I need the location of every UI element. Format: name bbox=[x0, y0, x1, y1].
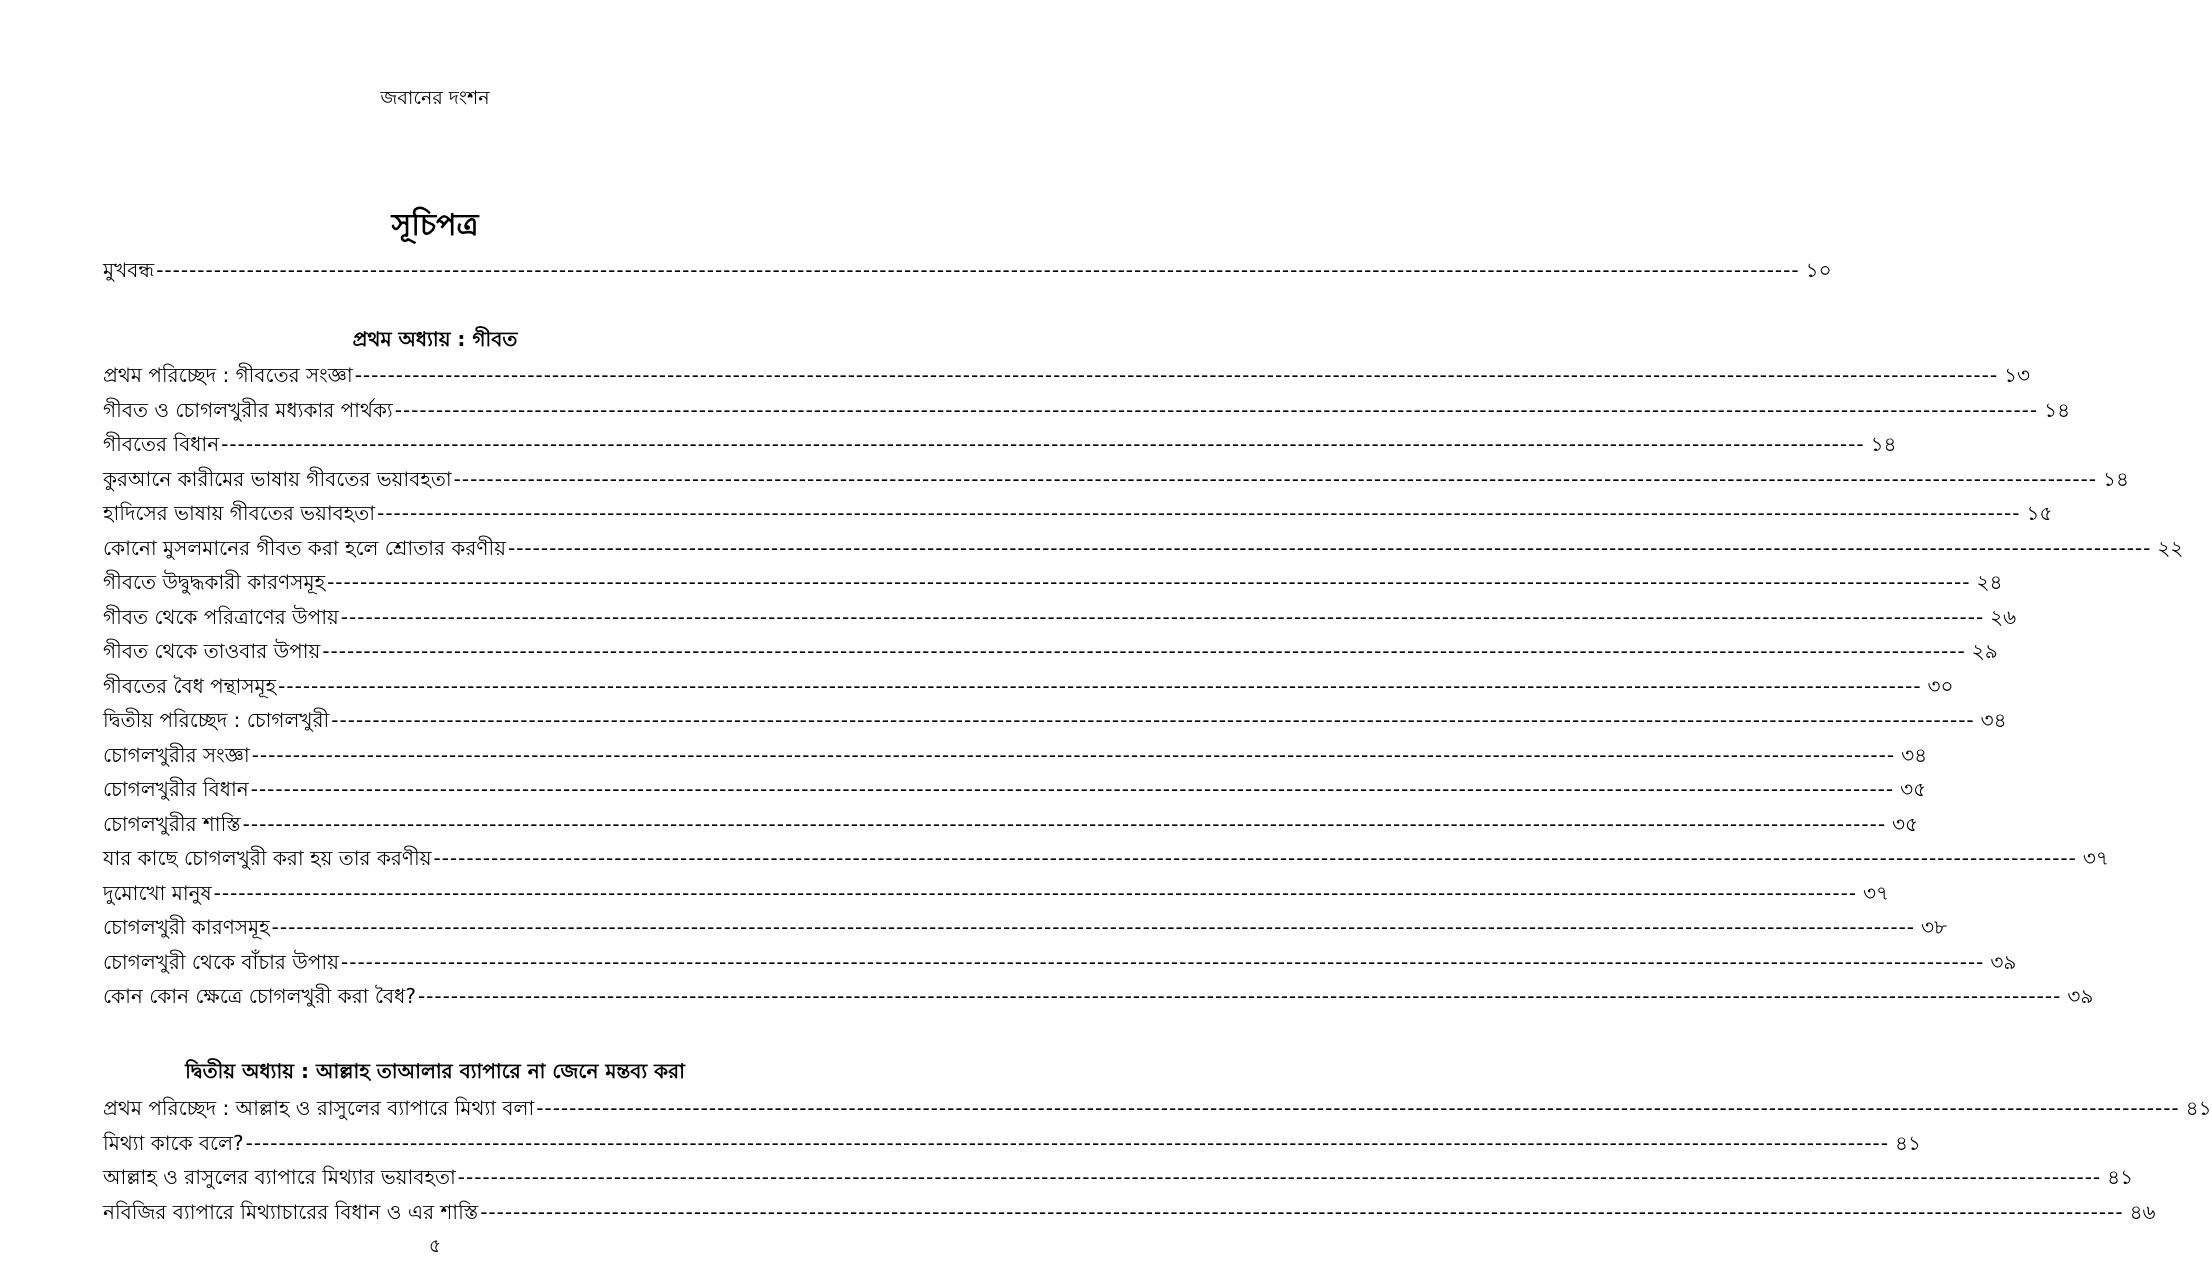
toc-entry-page: ৩৫ bbox=[1900, 777, 1927, 801]
toc-entry-page: ৩৭ bbox=[2082, 846, 2109, 870]
toc-entry[interactable] bbox=[103, 1195, 2156, 1230]
toc-entry-title: হাদিসের ভাষায় গীবতের ভয়াবহতা bbox=[103, 501, 376, 525]
toc-leader: -------------------------------------------------------------------------------------------------------------------------------------------------------------------------------------------------------- bbox=[480, 1199, 2124, 1224]
toc-entry-page: ১৪ bbox=[2044, 397, 2071, 422]
toc-entry-page: ৪১ bbox=[2107, 1165, 2134, 1189]
toc-entry-page: ১৩ bbox=[2004, 363, 2031, 387]
toc-entry-page: ২৬ bbox=[1990, 604, 2017, 629]
toc-entry[interactable] bbox=[103, 910, 1948, 945]
toc-entry[interactable] bbox=[103, 393, 2071, 428]
toc-intro bbox=[103, 253, 1832, 288]
page-title: সূচিপত্র bbox=[391, 208, 479, 243]
toc-entry[interactable] bbox=[103, 496, 2053, 531]
toc-entry-title: গীবতের বিধান bbox=[103, 432, 220, 456]
toc-leader: -------------------------------------------------------------------------------------------------------------------------------------------------------------------------------------------------------- bbox=[251, 742, 1896, 767]
toc-leader: -------------------------------------------------------------------------------------------------------------------------------------------------------------------------------------------------------- bbox=[507, 535, 2152, 560]
toc-entry-title: কোনো মুসলমানের গীবত করা হলে শ্রোতার করণীয় bbox=[103, 535, 506, 560]
chapter-heading: প্রথম অধ্যায় : গীবত bbox=[352, 327, 518, 351]
toc-entry[interactable] bbox=[103, 772, 1927, 807]
toc-entry-title: নবিজির ব্যাপারে মিথ্যাচারের বিধান ও এর শাস্তি bbox=[103, 1199, 479, 1224]
toc-leader: -------------------------------------------------------------------------------------------------------------------------------------------------------------------------------------------------------- bbox=[327, 570, 1971, 594]
toc-entry-title: চোগলখুরীর শাস্তি bbox=[103, 811, 241, 836]
toc-entry-title: দ্বিতীয় পরিচ্ছেদ : চোগলখুরী bbox=[103, 708, 330, 732]
toc-leader: -------------------------------------------------------------------------------------------------------------------------------------------------------------------------------------------------------- bbox=[242, 811, 1887, 836]
toc-entry[interactable] bbox=[103, 876, 1890, 911]
toc-entry-page: ৪১ bbox=[2185, 1096, 2212, 1120]
toc-entry[interactable] bbox=[103, 945, 2017, 980]
toc-entry-page: ৩৯ bbox=[1990, 949, 2017, 974]
toc-entry[interactable] bbox=[103, 253, 1832, 288]
toc-entry-title: আল্লাহ ও রাসুলের ব্যাপারে মিথ্যার ভয়াবহতা bbox=[103, 1165, 456, 1189]
toc-leader: -------------------------------------------------------------------------------------------------------------------------------------------------------------------------------------------------------- bbox=[433, 846, 2077, 870]
toc-leader: -------------------------------------------------------------------------------------------------------------------------------------------------------------------------------------------------------- bbox=[394, 397, 2039, 422]
toc-chapter-2-entries bbox=[103, 1091, 2212, 1229]
toc-entry[interactable] bbox=[103, 807, 1919, 842]
toc-entry[interactable] bbox=[103, 600, 2017, 635]
toc-entry-page: ১৪ bbox=[2103, 466, 2129, 491]
toc-entry-page: ৩৪ bbox=[1901, 742, 1928, 767]
toc-entry[interactable] bbox=[103, 634, 1998, 669]
toc-entry-page: ১৫ bbox=[2026, 501, 2053, 525]
toc-chapter-1-entries bbox=[103, 358, 2184, 1014]
toc-entry-title: গীবত থেকে তাওবার উপায় bbox=[103, 639, 321, 663]
toc-entry-title: গীবতে উদ্বুদ্ধকারী কারণসমূহ bbox=[103, 570, 326, 594]
toc-entry-page: ৪৬ bbox=[2129, 1199, 2156, 1224]
toc-entry[interactable] bbox=[103, 358, 2031, 393]
toc-entry-page: ৩৯ bbox=[2067, 984, 2094, 1008]
toc-entry-title: মুখবন্ধ bbox=[103, 258, 155, 282]
toc-entry-page: ৪১ bbox=[1895, 1130, 1921, 1155]
toc-entry[interactable] bbox=[103, 738, 1928, 773]
toc-entry-page: ৩০ bbox=[1927, 673, 1954, 698]
toc-entry-page: ৩৭ bbox=[1863, 880, 1890, 905]
toc-entry-title: গীবতের বৈধ পন্থাসমূহ bbox=[103, 673, 277, 698]
toc-entry-title: চোগলখুরী কারণসমূহ bbox=[103, 915, 270, 939]
toc-entry-page: ৩৫ bbox=[1892, 811, 1919, 836]
toc-leader: -------------------------------------------------------------------------------------------------------------------------------------------------------------------------------------------------------- bbox=[245, 1130, 1889, 1155]
toc-entry-page: ৩৮ bbox=[1921, 915, 1948, 939]
toc-entry-page: ১৪ bbox=[1870, 432, 1897, 456]
toc-leader: -------------------------------------------------------------------------------------------------------------------------------------------------------------------------------------------------------- bbox=[457, 1165, 2102, 1189]
toc-entry-title: মিথ্যা কাকে বলে? bbox=[103, 1130, 244, 1155]
toc-entry-page: ২৪ bbox=[1976, 570, 2003, 594]
toc-leader: -------------------------------------------------------------------------------------------------------------------------------------------------------------------------------------------------------- bbox=[536, 1096, 2180, 1120]
toc-leader: -------------------------------------------------------------------------------------------------------------------------------------------------------------------------------------------------------- bbox=[250, 777, 1895, 801]
toc-entry-title: চোগলখুরীর সংজ্ঞা bbox=[103, 742, 250, 767]
toc-leader: -------------------------------------------------------------------------------------------------------------------------------------------------------------------------------------------------------- bbox=[453, 466, 2097, 491]
toc-entry-title: চোগলখুরীর বিধান bbox=[103, 777, 249, 801]
toc-entry[interactable] bbox=[103, 462, 2129, 497]
toc-entry[interactable] bbox=[103, 531, 2184, 566]
toc-entry[interactable] bbox=[103, 1126, 1921, 1161]
toc-entry[interactable] bbox=[103, 427, 1897, 462]
toc-entry[interactable] bbox=[103, 841, 2109, 876]
toc-leader: -------------------------------------------------------------------------------------------------------------------------------------------------------------------------------------------------------- bbox=[156, 258, 1800, 282]
toc-leader: -------------------------------------------------------------------------------------------------------------------------------------------------------------------------------------------------------- bbox=[278, 673, 1922, 698]
toc-entry[interactable] bbox=[103, 1091, 2212, 1126]
toc-leader: -------------------------------------------------------------------------------------------------------------------------------------------------------------------------------------------------------- bbox=[377, 501, 2021, 525]
toc-entry[interactable] bbox=[103, 565, 2003, 600]
toc-leader: -------------------------------------------------------------------------------------------------------------------------------------------------------------------------------------------------------- bbox=[322, 639, 1966, 663]
toc-leader: -------------------------------------------------------------------------------------------------------------------------------------------------------------------------------------------------------- bbox=[341, 949, 1985, 974]
toc-leader: -------------------------------------------------------------------------------------------------------------------------------------------------------------------------------------------------------- bbox=[271, 915, 1916, 939]
page-number: ৫ bbox=[428, 1235, 442, 1257]
running-head: জবানের দংশন bbox=[380, 87, 490, 109]
toc-entry[interactable] bbox=[103, 979, 2094, 1014]
toc-entry-title: প্রথম পরিচ্ছেদ : গীবতের সংজ্ঞা bbox=[103, 363, 353, 387]
toc-leader: -------------------------------------------------------------------------------------------------------------------------------------------------------------------------------------------------------- bbox=[221, 432, 1865, 456]
toc-entry-page: ২২ bbox=[2157, 535, 2184, 560]
toc-entry-title: যার কাছে চোগলখুরী করা হয় তার করণীয় bbox=[103, 846, 432, 870]
toc-entry[interactable] bbox=[103, 1160, 2134, 1195]
toc-entry-title: কোন কোন ক্ষেত্রে চোগলখুরী করা বৈধ? bbox=[103, 984, 416, 1008]
toc-leader: -------------------------------------------------------------------------------------------------------------------------------------------------------------------------------------------------------- bbox=[340, 604, 1985, 629]
toc-entry-title: গীবত ও চোগলখুরীর মধ্যকার পার্থক্য bbox=[103, 397, 393, 422]
toc-entry-title: প্রথম পরিচ্ছেদ : আল্লাহ ও রাসুলের ব্যাপারে মিথ্যা বলা bbox=[103, 1096, 535, 1120]
toc-entry-title: দুমোখো মানুষ bbox=[103, 880, 212, 905]
toc-leader: -------------------------------------------------------------------------------------------------------------------------------------------------------------------------------------------------------- bbox=[213, 880, 1858, 905]
toc-entry[interactable] bbox=[103, 703, 2007, 738]
toc-entry-title: কুরআনে কারীমের ভাষায় গীবতের ভয়াবহতা bbox=[103, 466, 452, 491]
chapter-heading: দ্বিতীয় অধ্যায় : আল্লাহ তাআলার ব্যাপারে না জেনে মন্তব্য করা bbox=[185, 1059, 685, 1083]
toc-leader: -------------------------------------------------------------------------------------------------------------------------------------------------------------------------------------------------------- bbox=[331, 708, 1975, 732]
toc-entry-title: গীবত থেকে পরিত্রাণের উপায় bbox=[103, 604, 339, 629]
toc-entry-page: ১০ bbox=[1805, 258, 1832, 282]
toc-entry-page: ২৯ bbox=[1971, 639, 1998, 663]
toc-entry-title: চোগলখুরী থেকে বাঁচার উপায় bbox=[103, 949, 340, 974]
toc-leader: -------------------------------------------------------------------------------------------------------------------------------------------------------------------------------------------------------- bbox=[354, 363, 1999, 387]
toc-entry[interactable] bbox=[103, 669, 1954, 704]
toc-leader: -------------------------------------------------------------------------------------------------------------------------------------------------------------------------------------------------------- bbox=[417, 984, 2062, 1008]
toc-entry-page: ৩৪ bbox=[1980, 708, 2007, 732]
